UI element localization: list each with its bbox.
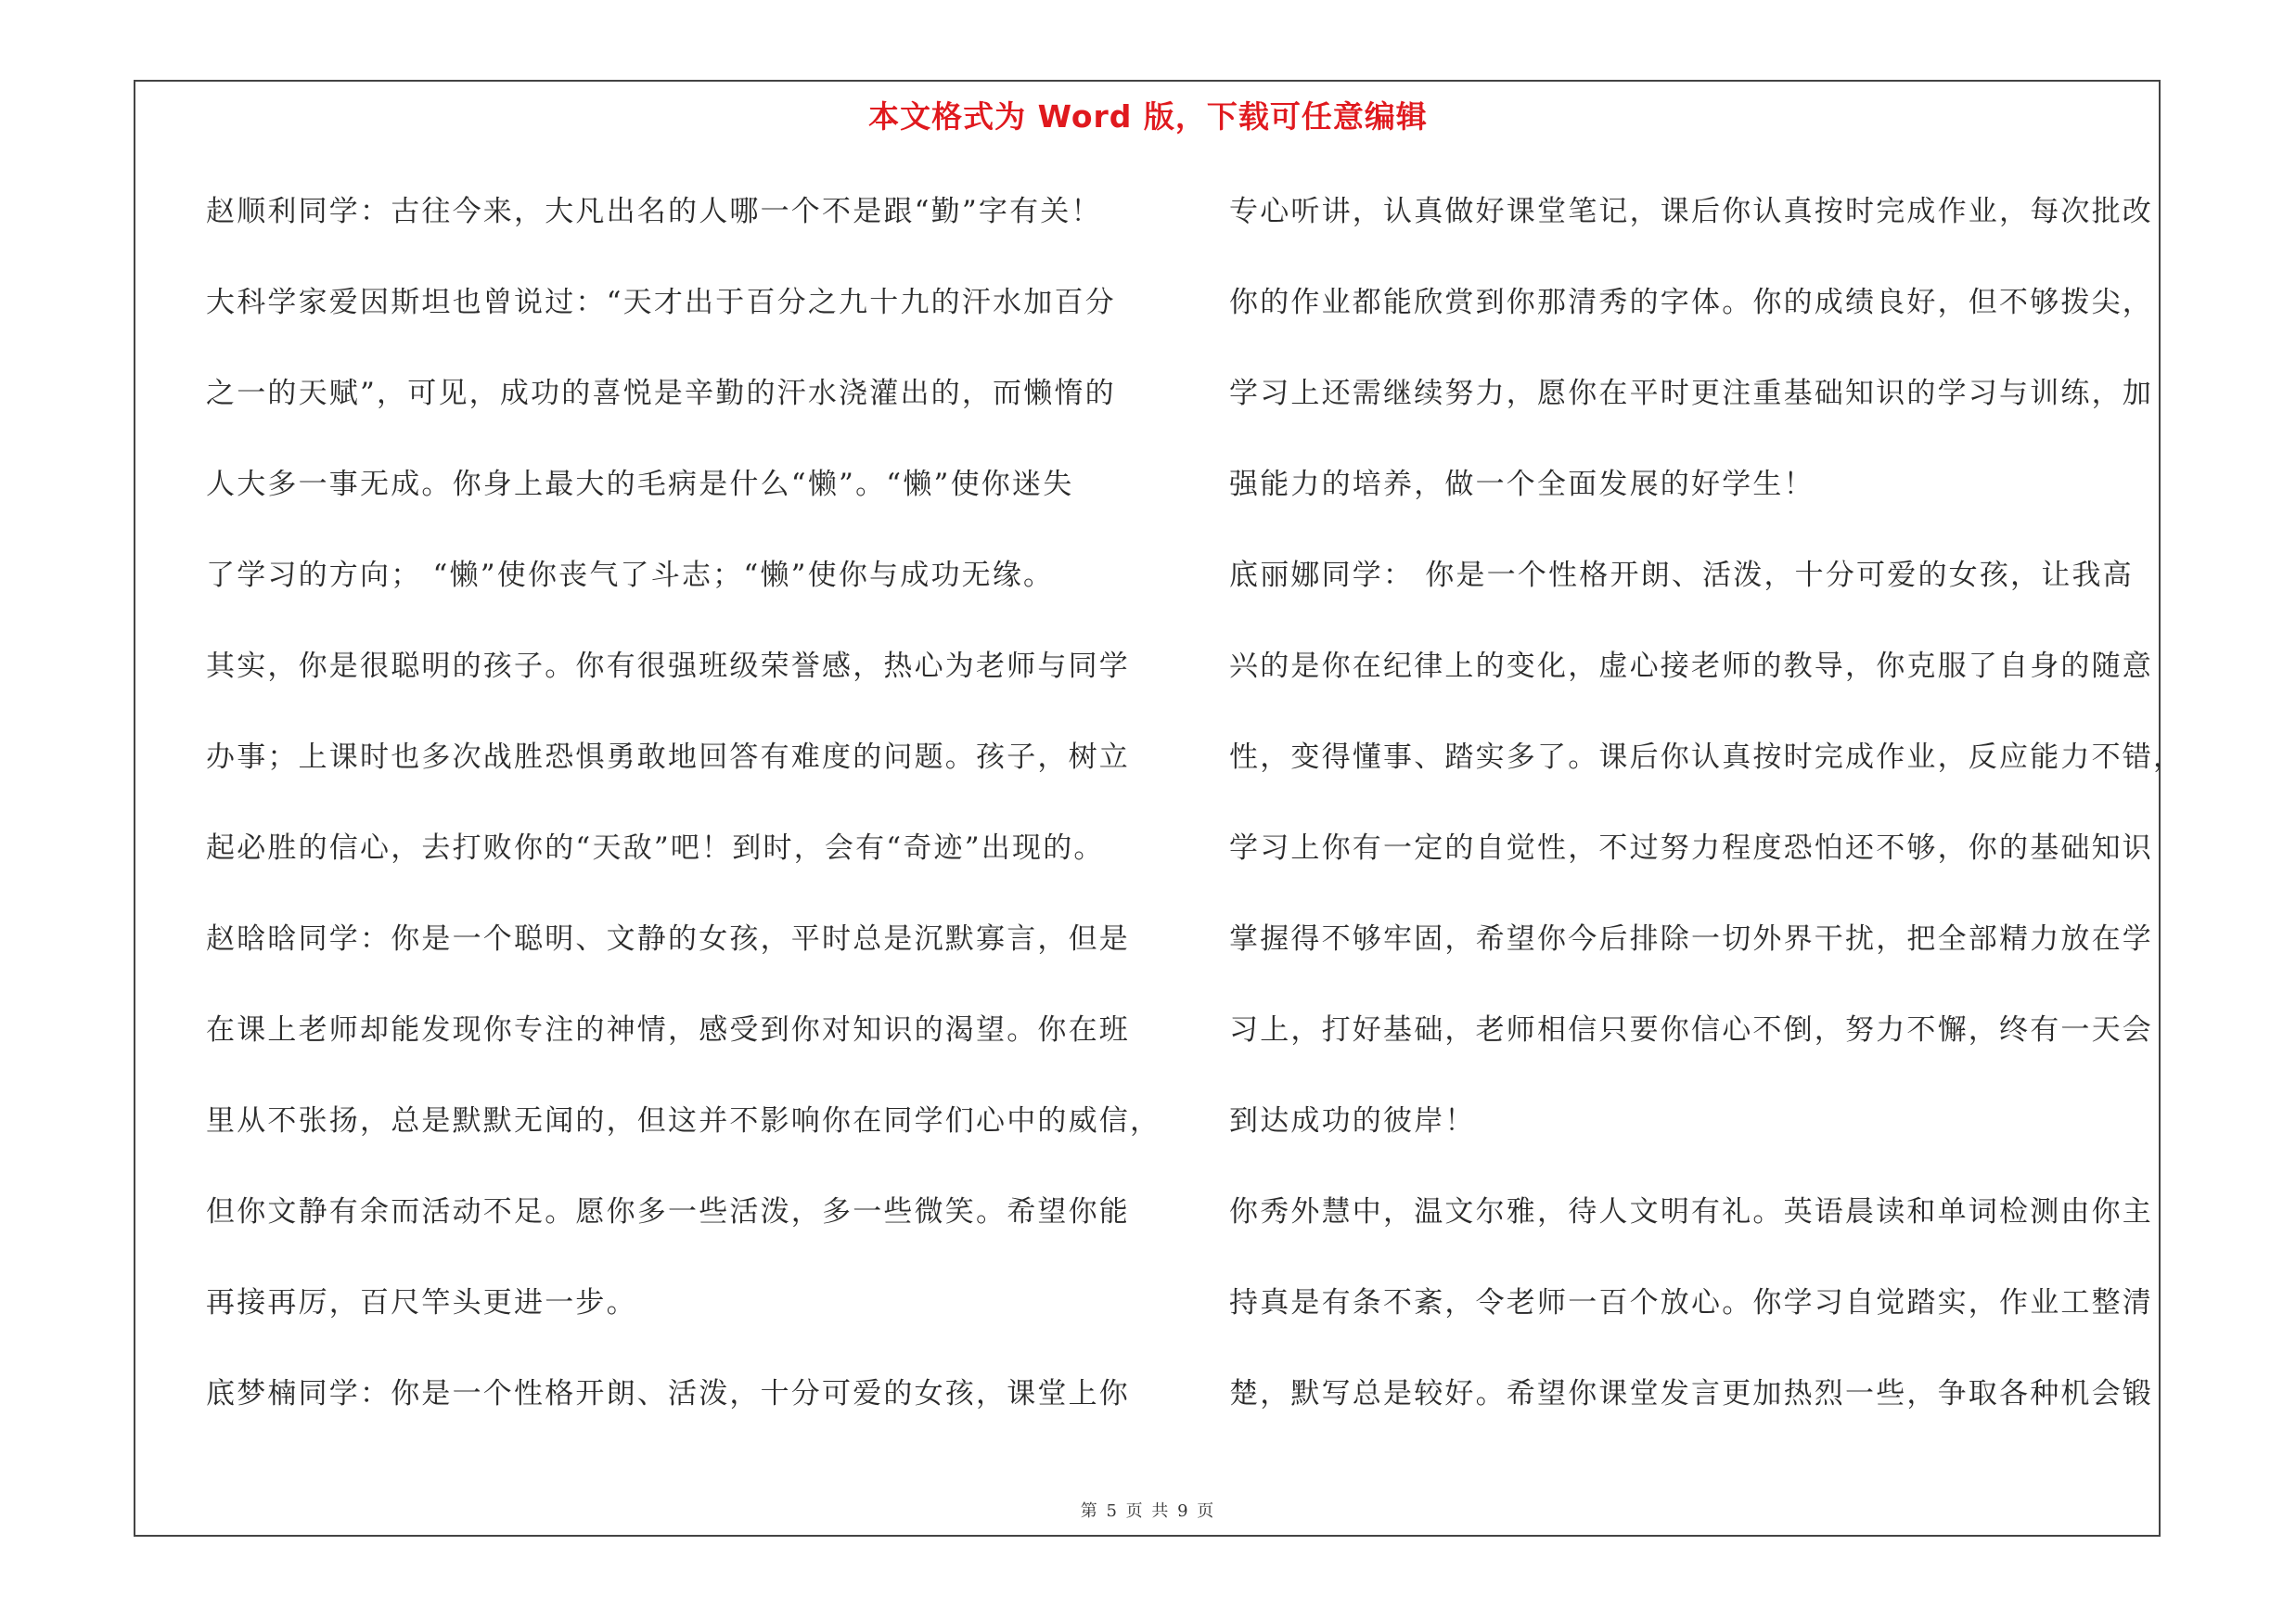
text-line: 其实，你是很聪明的孩子。你有很强班级荣誉感，热心为老师与同学: [206, 650, 1130, 683]
left-text-column: [206, 186, 1161, 1459]
text-line: 你秀外慧中，温文尔雅，待人文明有礼。英语晨读和单词检测由你主: [1229, 1195, 2153, 1229]
text-line: 大科学家爱因斯坦也曾说过：“天才出于百分之九十九的汗水加百分: [206, 286, 1116, 319]
page-number: 第 5 页 共 9 页: [1080, 1501, 1216, 1521]
text-line: 楚，默写总是较好。希望你课堂发言更加热烈一些，争取各种机会锻: [1229, 1377, 2153, 1410]
text-line: 赵顺利同学：古往今来，大凡出名的人哪一个不是跟“勤”字有关！: [206, 195, 1102, 228]
text-line: 之一的天赋”，可见，成功的喜悦是辛勤的汗水浇灌出的，而懒惰的: [206, 377, 1116, 410]
right-text-column: [1229, 186, 2185, 1459]
text-line: 办事；上课时也多次战胜恐惧勇敢地回答有难度的问题。孩子，树立: [206, 741, 1130, 774]
text-line: 人大多一事无成。你身上最大的毛病是什么“懒”。“懒”使你迷失: [206, 468, 1074, 501]
text-line: 里从不张扬，总是默默无闻的，但这并不影响你在同学们心中的威信，: [206, 1104, 1161, 1138]
text-line: 底丽娜同学： 你是一个性格开朗、活泼，十分可爱的女孩，让我高: [1229, 559, 2134, 592]
text-line: 起必胜的信心，去打败你的“天敌”吧！到时，会有“奇迹”出现的。: [206, 831, 1105, 865]
text-line: 了学习的方向； “懒”使你丧气了斗志；“懒”使你与成功无缘。: [206, 559, 1055, 592]
document-banner: 本文格式为 Word 版，下载可任意编辑: [868, 98, 1428, 135]
text-line: 习上，打好基础，老师相信只要你信心不倒，努力不懈，终有一天会: [1229, 1013, 2153, 1047]
text-line: 专心听讲，认真做好课堂笔记，课后你认真按时完成作业，每次批改: [1229, 195, 2153, 228]
text-line: 到达成功的彼岸！: [1229, 1104, 1476, 1138]
text-line: 在课上老师却能发现你专注的神情，感受到你对知识的渴望。你在班: [206, 1013, 1130, 1047]
text-line: 持真是有条不紊，令老师一百个放心。你学习自觉踏实，作业工整清: [1229, 1286, 2153, 1320]
text-line: 赵晗晗同学：你是一个聪明、文静的女孩，平时总是沉默寡言，但是: [206, 922, 1130, 956]
text-line: 兴的是你在纪律上的变化，虚心接老师的教导，你克服了自身的随意: [1229, 650, 2153, 683]
text-line: 学习上还需继续努力，愿你在平时更注重基础知识的学习与训练，加: [1229, 377, 2153, 410]
text-line: 掌握得不够牢固，希望你今后排除一切外界干扰，把全部精力放在学: [1229, 922, 2153, 956]
text-line: 再接再厉，百尺竿头更进一步。: [206, 1286, 637, 1320]
text-line: 你的作业都能欣赏到你那清秀的字体。你的成绩良好，但不够拨尖，: [1229, 286, 2153, 319]
text-line: 但你文静有余而活动不足。愿你多一些活泼，多一些微笑。希望你能: [206, 1195, 1130, 1229]
text-line: 性，变得懂事、踏实多了。课后你认真按时完成作业，反应能力不错，: [1229, 741, 2185, 774]
text-line: 底梦楠同学：你是一个性格开朗、活泼，十分可爱的女孩，课堂上你: [206, 1377, 1130, 1410]
text-line: 强能力的培养，做一个全面发展的好学生！: [1229, 468, 1815, 501]
text-line: 学习上你有一定的自觉性，不过努力程度恐怕还不够，你的基础知识: [1229, 831, 2153, 865]
